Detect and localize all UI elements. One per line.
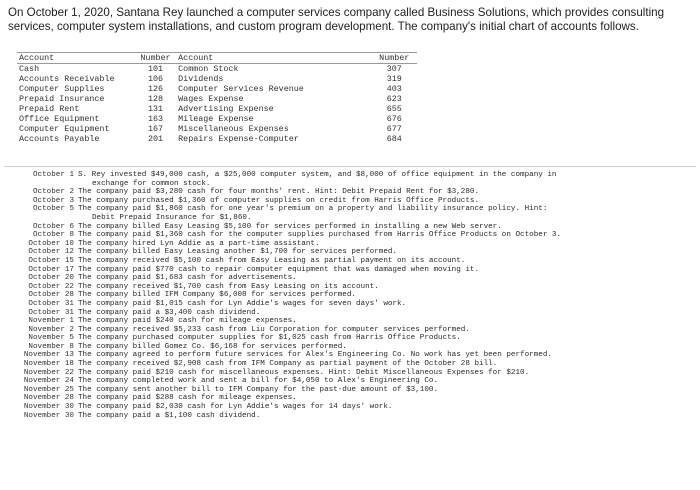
header-number-2: Number — [372, 53, 418, 64]
transaction-date: November 25 — [23, 385, 74, 394]
transaction-date: October 3 — [32, 196, 74, 205]
transaction-text: The company received $5,233 cash from Liu Corporation for computer services performed. — [78, 325, 470, 334]
account-number: 163 — [147, 114, 164, 124]
account-number: 106 — [147, 74, 164, 84]
transaction-date: October 8 — [32, 231, 74, 240]
transaction-line — [18, 412, 698, 421]
account-number: 655 — [386, 104, 402, 114]
transaction-line — [18, 377, 698, 386]
transaction-line — [18, 300, 698, 309]
transaction-line — [18, 291, 698, 300]
transaction-line — [18, 326, 698, 335]
transaction-text: The company purchased $1,360 of computer supplies on credit from Harris Office Products. — [78, 196, 480, 205]
transaction-line — [18, 240, 698, 249]
transaction-text: The company sent another bill to IFM Company for the past-due amount of $3,100. — [78, 385, 439, 394]
transaction-text: The company received $2,908 cash from IFM Company as partial payment of the October 28 bill. — [78, 360, 498, 369]
transaction-text: Debit Prepaid Insurance for $1,860. — [92, 213, 252, 222]
transaction-date: October 15 — [28, 256, 74, 265]
account-name: Wages Expense — [178, 94, 244, 104]
transaction-date: October 1 — [32, 171, 74, 179]
account-name: Repairs Expense-Computer — [178, 134, 299, 144]
account-number: 319 — [386, 74, 402, 84]
transaction-date: November 2 — [28, 325, 74, 334]
account-name: Accounts Payable — [19, 134, 100, 144]
account-name: Dividends — [178, 74, 224, 84]
transaction-line — [18, 248, 698, 257]
transaction-date: October 28 — [28, 291, 74, 300]
account-number: 126 — [147, 84, 164, 94]
chart-of-accounts-table — [17, 52, 417, 144]
transaction-text: The company paid a $1,100 cash dividend. — [78, 411, 261, 420]
transaction-date: October 2 — [32, 188, 74, 197]
account-number: 684 — [386, 134, 402, 144]
transaction-text: The company billed IFM Company $6,008 for services performed. — [78, 291, 356, 300]
transaction-text: The company paid $3,280 cash for four months' rent. Hint: Debit Prepaid Rent for $3,280. — [78, 188, 480, 197]
coa-row — [17, 124, 417, 134]
transaction-date: October 31 — [28, 299, 74, 308]
transaction-text: exchange for common stock. — [92, 179, 211, 188]
transaction-line — [18, 343, 698, 352]
transaction-line — [18, 360, 698, 369]
intro-paragraph: On October 1, 2020, Santana Rey launched a computer services company called Business Solutions, which provides consulting services, computer system installations, and custom program development. The company's initial chart of accounts follows. — [8, 6, 665, 33]
account-name: Mileage Expense — [178, 114, 254, 124]
header-number-1: Number — [135, 53, 176, 64]
account-number: 677 — [386, 124, 402, 134]
transaction-date: November 24 — [23, 377, 74, 386]
coa-body — [17, 64, 417, 145]
coa-row — [17, 74, 417, 84]
coa-row — [17, 94, 417, 104]
transaction-date: October 10 — [28, 239, 74, 248]
transaction-text: S. Rey invested $49,000 cash, a $25,000 computer system, and $8,000 of office equipment in the company in — [78, 171, 557, 179]
account-name: Miscellaneous Expenses — [178, 124, 289, 134]
account-number: 128 — [147, 94, 164, 104]
transaction-date: October 22 — [28, 282, 74, 291]
transaction-date: November 22 — [23, 368, 74, 377]
transaction-line — [18, 231, 698, 240]
transaction-date: October 20 — [28, 274, 74, 283]
transaction-line — [18, 188, 698, 197]
transaction-date: November 28 — [23, 394, 74, 403]
transaction-text: The company paid a $3,400 cash dividend. — [78, 308, 261, 317]
transaction-date: November 30 — [23, 411, 74, 420]
transaction-date: November 5 — [28, 334, 74, 343]
transaction-text: The company paid $210 cash for miscellaneous expenses. Hint: Debit Miscellaneous Expenses for $210. — [78, 368, 530, 377]
transaction-line — [18, 205, 698, 214]
coa-row — [17, 104, 417, 114]
header-account-2: Account — [176, 53, 371, 64]
transaction-text: The company agreed to perform future services for Alex's Engineering Co. No work has yet been performed. — [78, 351, 552, 360]
account-name: Cash — [19, 64, 40, 74]
transaction-date: November 8 — [28, 342, 74, 351]
transaction-text: The company paid $2,030 cash for Lyn Addie's wages for 14 days' work. — [78, 403, 393, 412]
account-name: Accounts Receivable — [19, 74, 115, 84]
transaction-line — [18, 180, 698, 189]
account-number: 167 — [147, 124, 164, 134]
transaction-line — [18, 394, 698, 403]
transaction-text: The company received $5,100 cash from Easy Leasing as partial payment on its account. — [78, 256, 466, 265]
transaction-date: October 17 — [28, 265, 74, 274]
account-name: Advertising Expense — [178, 104, 274, 114]
account-number: 623 — [386, 94, 402, 104]
transaction-text: The company completed work and sent a bill for $4,050 to Alex's Engineering Co. — [78, 377, 439, 386]
transaction-text: The company paid $1,683 cash for advertisements. — [78, 274, 297, 283]
transaction-line — [18, 171, 698, 180]
header-account-1: Account — [17, 53, 135, 64]
account-name: Common Stock — [178, 64, 239, 74]
transaction-date: November 13 — [23, 351, 74, 360]
transaction-text: The company paid $1,360 cash for the computer supplies purchased from Harris Office Products on October 3. — [78, 231, 562, 240]
transaction-text: The company paid $1,015 cash for Lyn Addie's wages for seven days' work. — [78, 299, 407, 308]
account-name: Computer Equipment — [19, 124, 110, 134]
transaction-text: The company billed Easy Leasing another $1,700 for services performed. — [78, 248, 397, 257]
account-name: Office Equipment — [19, 114, 100, 124]
coa-row — [17, 114, 417, 124]
transaction-text: The company received $1,700 cash from Easy Leasing on its account. — [78, 282, 379, 291]
account-number: 201 — [147, 134, 164, 144]
account-number: 676 — [386, 114, 402, 124]
transaction-date: October 12 — [28, 248, 74, 257]
account-name: Computer Services Revenue — [178, 84, 304, 94]
account-number: 131 — [147, 104, 164, 114]
transaction-date: November 30 — [23, 403, 74, 412]
coa-row — [17, 134, 417, 144]
transaction-line — [18, 214, 698, 223]
account-name: Computer Supplies — [19, 84, 105, 94]
transaction-date: November 18 — [23, 360, 74, 369]
coa-row — [17, 64, 417, 75]
section-divider — [4, 166, 696, 167]
transaction-line — [18, 403, 698, 412]
transaction-text: The company billed Easy Leasing $5,100 for services performed in installing a new Web server. — [78, 222, 502, 231]
transaction-line — [18, 309, 698, 318]
transaction-line — [18, 266, 698, 275]
transaction-line — [18, 197, 698, 206]
transaction-text: The company paid $1,860 cash for one year's premium on a property and liability insurance policy. Hint: — [78, 205, 548, 214]
transaction-text: The company paid $288 cash for mileage expenses. — [78, 394, 297, 403]
account-number: 101 — [147, 64, 164, 74]
transaction-text: The company paid $770 cash to repair computer equipment that was damaged when moving it. — [78, 265, 480, 274]
transaction-line — [18, 386, 698, 395]
account-name: Prepaid Rent — [19, 104, 80, 114]
account-number: 403 — [386, 84, 402, 94]
transaction-line — [18, 317, 698, 326]
transaction-date: October 31 — [28, 308, 74, 317]
transaction-line — [18, 257, 698, 266]
transaction-line — [18, 274, 698, 283]
account-name: Prepaid Insurance — [19, 94, 105, 104]
transaction-line — [18, 351, 698, 360]
transaction-line — [18, 283, 698, 292]
transaction-date: October 6 — [32, 222, 74, 231]
transactions-list — [18, 171, 698, 420]
transaction-line — [18, 334, 698, 343]
account-number: 307 — [386, 64, 402, 74]
transaction-text: The company purchased computer supplies for $1,025 cash from Harris Office Products. — [78, 334, 461, 343]
transaction-text: The company paid $240 cash for mileage expenses. — [78, 317, 297, 326]
transaction-line — [18, 223, 698, 232]
transaction-date: October 5 — [32, 205, 74, 214]
transaction-line — [18, 369, 698, 378]
coa-row — [17, 84, 417, 94]
transaction-text: The company billed Gomez Co. $6,168 for services performed. — [78, 342, 347, 351]
coa-header-row — [17, 53, 417, 64]
transaction-text: The company hired Lyn Addie as a part-time assistant. — [78, 239, 320, 248]
transaction-date: November 1 — [28, 317, 74, 326]
